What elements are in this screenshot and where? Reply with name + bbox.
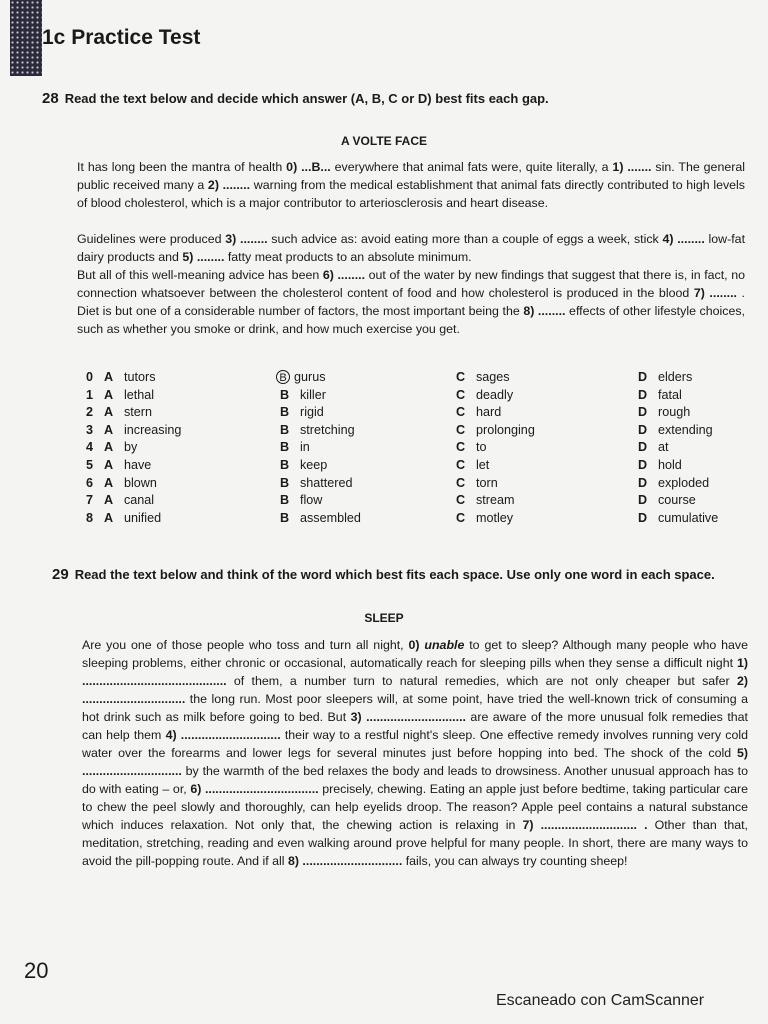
option-letter: B: [280, 440, 290, 455]
task28-heading: [42, 90, 742, 107]
gap-4[interactable]: 4) .............................: [165, 728, 281, 742]
option-c[interactable]: prolonging: [476, 422, 535, 437]
option-b[interactable]: keep: [300, 457, 328, 472]
option-letter: C: [456, 405, 466, 420]
option-b[interactable]: shattered: [300, 475, 353, 490]
section-title: 1c Practice Test: [42, 26, 201, 49]
option-letter: C: [456, 370, 466, 384]
gap-3[interactable]: 3) .............................: [350, 710, 466, 724]
option-d[interactable]: exploded: [658, 475, 710, 490]
option-letter: C: [456, 422, 466, 437]
option-letter: D: [638, 440, 648, 455]
option-d[interactable]: elders: [658, 370, 693, 384]
gap-8[interactable]: 8) .............................: [287, 854, 403, 868]
option-letter: B: [280, 475, 290, 490]
option-c[interactable]: sages: [476, 370, 510, 384]
option-b[interactable]: assembled: [300, 510, 361, 525]
task28-instruction: Read the text below and decide which answer (A, B, C or D) best fits each gap.: [64, 91, 549, 106]
task29-heading: [52, 566, 742, 583]
option-d[interactable]: hold: [658, 457, 682, 472]
section-tab-decoration: [10, 0, 42, 76]
option-letter: C: [456, 475, 466, 490]
option-letter: A: [104, 422, 114, 437]
option-letter: D: [638, 422, 648, 437]
option-a[interactable]: increasing: [124, 422, 182, 437]
gap-6[interactable]: 6) .................................: [190, 782, 319, 796]
option-row: [86, 405, 766, 423]
task28-paragraph-3: But all of this well-meaning advice has been 6) ........ out of the water by new findings that suggest that there is, in fact, no connection whatsoever between the cholesterol content of food and how cholesterol is produced in the blood 7) ........ . Diet is but one of a considerable number of factors, the most important being the 8) ........ effects of other lifestyle choices, such as whether you smoke or drink, and how much exercise you get.: [77, 268, 745, 336]
option-letter: D: [638, 475, 648, 490]
question-number: 4: [86, 440, 94, 455]
option-letter: B: [280, 493, 290, 508]
option-letter: C: [456, 510, 466, 525]
option-row: [86, 423, 766, 441]
task29-instruction: Read the text below and think of the word which best fits each space. Use only one word in each space.: [74, 567, 715, 582]
question-number: 0: [86, 370, 94, 384]
option-row: [86, 511, 766, 529]
task28-paragraph-1: It has long been the mantra of health 0) ...B... everywhere that animal fats were, quite literally, a 1) ....... sin. The general public received many a 2) ........ warning from the medical establishment that animal fats directly contributed to high levels of blood cholesterol, which is a major contributor to arteriosclerosis and heart disease.: [77, 160, 745, 210]
option-row: [86, 476, 766, 494]
gap-2[interactable]: 2) ..............................: [82, 674, 748, 706]
task29-text-title: SLEEP: [364, 611, 404, 625]
option-row: [86, 458, 766, 476]
question-number: 2: [86, 405, 94, 420]
option-a[interactable]: stern: [124, 405, 152, 420]
option-d[interactable]: course: [658, 493, 696, 508]
gap-0-answer: unable: [424, 638, 465, 652]
gap-2: 2) ........: [207, 178, 251, 192]
gap-3: 3) ........: [225, 232, 268, 246]
gap-7[interactable]: 7) ............................ .: [522, 818, 648, 832]
option-a[interactable]: canal: [124, 493, 155, 508]
option-b[interactable]: killer: [300, 387, 326, 402]
gap-1[interactable]: 1) ..........................................: [82, 656, 748, 688]
option-letter: D: [638, 387, 648, 402]
gap-6: 6) ........: [322, 268, 366, 282]
option-letter: D: [638, 493, 648, 508]
option-a[interactable]: unified: [124, 510, 162, 525]
option-row: [86, 370, 766, 388]
option-letter: A: [104, 493, 114, 508]
option-letter: C: [456, 457, 466, 472]
option-letter: A: [104, 457, 114, 472]
gap-5: 5) ........: [182, 250, 225, 264]
option-letter: A: [104, 370, 114, 384]
option-letter: D: [638, 510, 648, 525]
page-number: 20: [24, 958, 49, 983]
gap-1: 1) .......: [612, 160, 652, 174]
option-letter: D: [638, 370, 648, 384]
question-number: 1: [86, 387, 94, 402]
option-letter-circled: B: [276, 370, 290, 384]
gap-4: 4) ........: [662, 232, 705, 246]
option-d[interactable]: at: [658, 440, 669, 455]
option-letter: A: [104, 387, 114, 402]
scanner-watermark: Escaneado con CamScanner: [496, 992, 705, 1009]
option-c[interactable]: stream: [476, 493, 515, 508]
gap-5[interactable]: 5) .............................: [82, 746, 748, 778]
option-row: [86, 388, 766, 406]
option-c[interactable]: to: [476, 440, 487, 455]
option-c[interactable]: let: [476, 457, 490, 472]
question-number: 7: [86, 493, 94, 508]
option-letter: D: [638, 457, 648, 472]
option-row: [86, 493, 766, 511]
option-letter: B: [280, 405, 290, 420]
option-letter: A: [104, 440, 114, 455]
option-d[interactable]: fatal: [658, 387, 682, 402]
option-a[interactable]: blown: [124, 475, 157, 490]
option-letter: C: [456, 493, 466, 508]
question-number: 5: [86, 457, 94, 472]
option-letter: A: [104, 510, 114, 525]
option-row: [86, 440, 766, 458]
option-a[interactable]: lethal: [124, 387, 155, 402]
option-d[interactable]: rough: [658, 405, 691, 420]
option-letter: A: [104, 405, 114, 420]
task28-paragraph-2: Guidelines were produced 3) ........ such advice as: avoid eating more than a couple of eggs a week, stick 4) ........ low-fat dairy products and 5) ........ fatty meat products to an absolute minimum.: [77, 232, 746, 264]
option-letter: B: [280, 457, 290, 472]
option-letter: B: [280, 422, 290, 437]
task28-number: 28: [42, 90, 59, 107]
option-letter: B: [280, 510, 290, 525]
question-number: 8: [86, 510, 94, 525]
option-d[interactable]: cumulative: [658, 510, 719, 525]
option-letter: A: [104, 475, 114, 490]
option-letter: B: [280, 387, 290, 402]
option-b[interactable]: stretching: [300, 422, 355, 437]
task28-text-title: A VOLTE FACE: [340, 134, 427, 148]
option-b[interactable]: flow: [300, 493, 323, 508]
gap-8: 8) ........: [523, 304, 566, 318]
question-number: 3: [86, 422, 94, 437]
option-a[interactable]: by: [124, 440, 138, 455]
task28-options-grid: [86, 370, 766, 528]
option-c[interactable]: motley: [476, 510, 514, 525]
gap-7: 7) ........: [693, 286, 737, 300]
option-c[interactable]: hard: [476, 405, 502, 420]
task29-text: Are you one of those people who toss and turn all night, 0) unable to get to sleep? Although many people who have sleeping problems, either chronic or occasional, automatically reach for sleeping pills when they sense a difficult night 1) .......................................... of them, a number turn to natural remedies, which are not only cheaper but safer 2) .............................. the long run. Most poor sleepers will, at some point, have tried the well-known trick of consuming a hot drink such as milk before going to bed. But 3) ............................. are aware of the more unusual folk remedies that can help them 4) ............................. their way to a restful night's sleep. One effective remedy involves running very cold water over the forearms and lower legs for several minutes just before hopping into bed. The shock of the cold 5) ............................. by the warmth of the bed relaxes the body and leads to drowsiness. Another unusual approach has to do with eating – or, 6) ................................. precisely, chewing. Eating an apple just before bedtime, taking particular care to chew the peel slowly and thoroughly, can help eyelids droop. The reason? Apple peel contains a natural substance which induces relaxation. Not only that, the chewing action is relaxing in 7) ............................ . Other than that, meditation, stretching, reading and even walking around prove helpful for many people. In short, there are many ways to avoid the pill-popping route. And if all 8) ............................. fails, you can always try counting sheep!: [82, 638, 749, 868]
question-number: 6: [86, 475, 94, 490]
option-b[interactable]: in: [300, 440, 310, 455]
option-b[interactable]: rigid: [300, 405, 324, 420]
option-letter: C: [456, 440, 466, 455]
option-c[interactable]: deadly: [476, 387, 514, 402]
option-a[interactable]: tutors: [124, 370, 156, 384]
option-letter: C: [456, 387, 466, 402]
option-c[interactable]: torn: [476, 475, 498, 490]
gap-0: 0) ...B...: [286, 160, 331, 174]
option-a[interactable]: have: [124, 457, 152, 472]
option-d[interactable]: extending: [658, 422, 713, 437]
option-letter: D: [638, 405, 648, 420]
task29-number: 29: [52, 566, 69, 583]
option-b[interactable]: gurus: [294, 370, 326, 384]
